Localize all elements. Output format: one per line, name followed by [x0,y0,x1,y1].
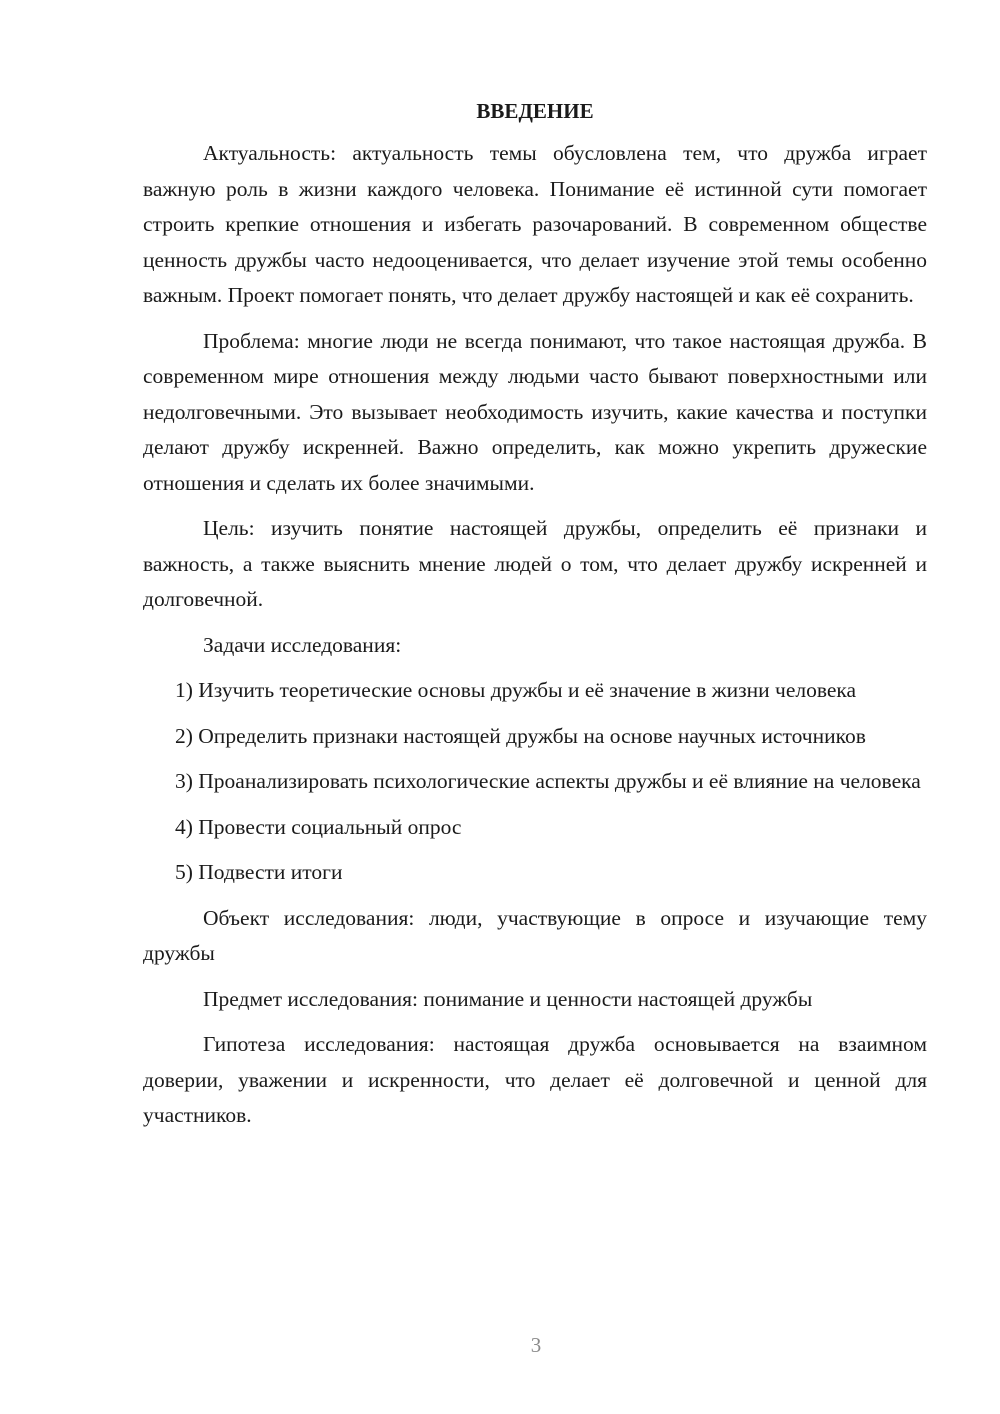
object-paragraph: Объект исследования: люди, участвующие в опросе и изучающие тему дружбы [143,905,927,965]
tasks-heading: Задачи исследования: [203,632,402,657]
task-item-5: 5) Подвести итоги [175,860,343,884]
subject-paragraph: Предмет исследования: понимание и ценности настоящей дружбы [203,986,813,1011]
task-item-3: 3) Проанализировать психологические аспекты дружбы и её влияние на человека [175,769,921,793]
task-item-1: 1) Изучить теоретические основы дружбы и её значение в жизни человека [175,678,857,702]
section-title: ВВЕДЕНИЕ [476,99,594,123]
relevance-paragraph: Актуальность: актуальность темы обусловлена тем, что дружба играет важную роль в жизни каждого человека. Понимание её истинной сути помогает строить крепкие отношения и избегать разочарований. В современном обществе ценность дружбы часто недооценивается, что делает изучение этой темы особенно важным. Проект помогает понять, что делает дружбу настоящей и как её сохранить. [143,141,927,307]
task-item-4: 4) Провести социальный опрос [175,814,462,839]
hypothesis-paragraph: Гипотеза исследования: настоящая дружба основывается на взаимном доверии, уважении и искренности, что делает её долговечной и ценной для участников. [143,1032,927,1127]
goal-paragraph: Цель: изучить понятие настоящей дружбы, определить её признаки и важность, а также выяснить мнение людей о том, что делает дружбу искренней и долговечной. [143,516,927,611]
page-content [143,94,927,1144]
page-number: 3 [530,1333,542,1357]
task-item-2: 2) Определить признаки настоящей дружбы на основе научных источников [175,723,866,748]
problem-paragraph: Проблема: многие люди не всегда понимают, что такое настоящая дружба. В современном мире отношения между людьми часто бывают поверхностными или недолговечными. Это вызывает необходимость изучить, какие качества и поступки делают дружбу искренней. Важно определить, как можно укрепить дружеские отношения и сделать их более значимыми. [143,328,927,495]
